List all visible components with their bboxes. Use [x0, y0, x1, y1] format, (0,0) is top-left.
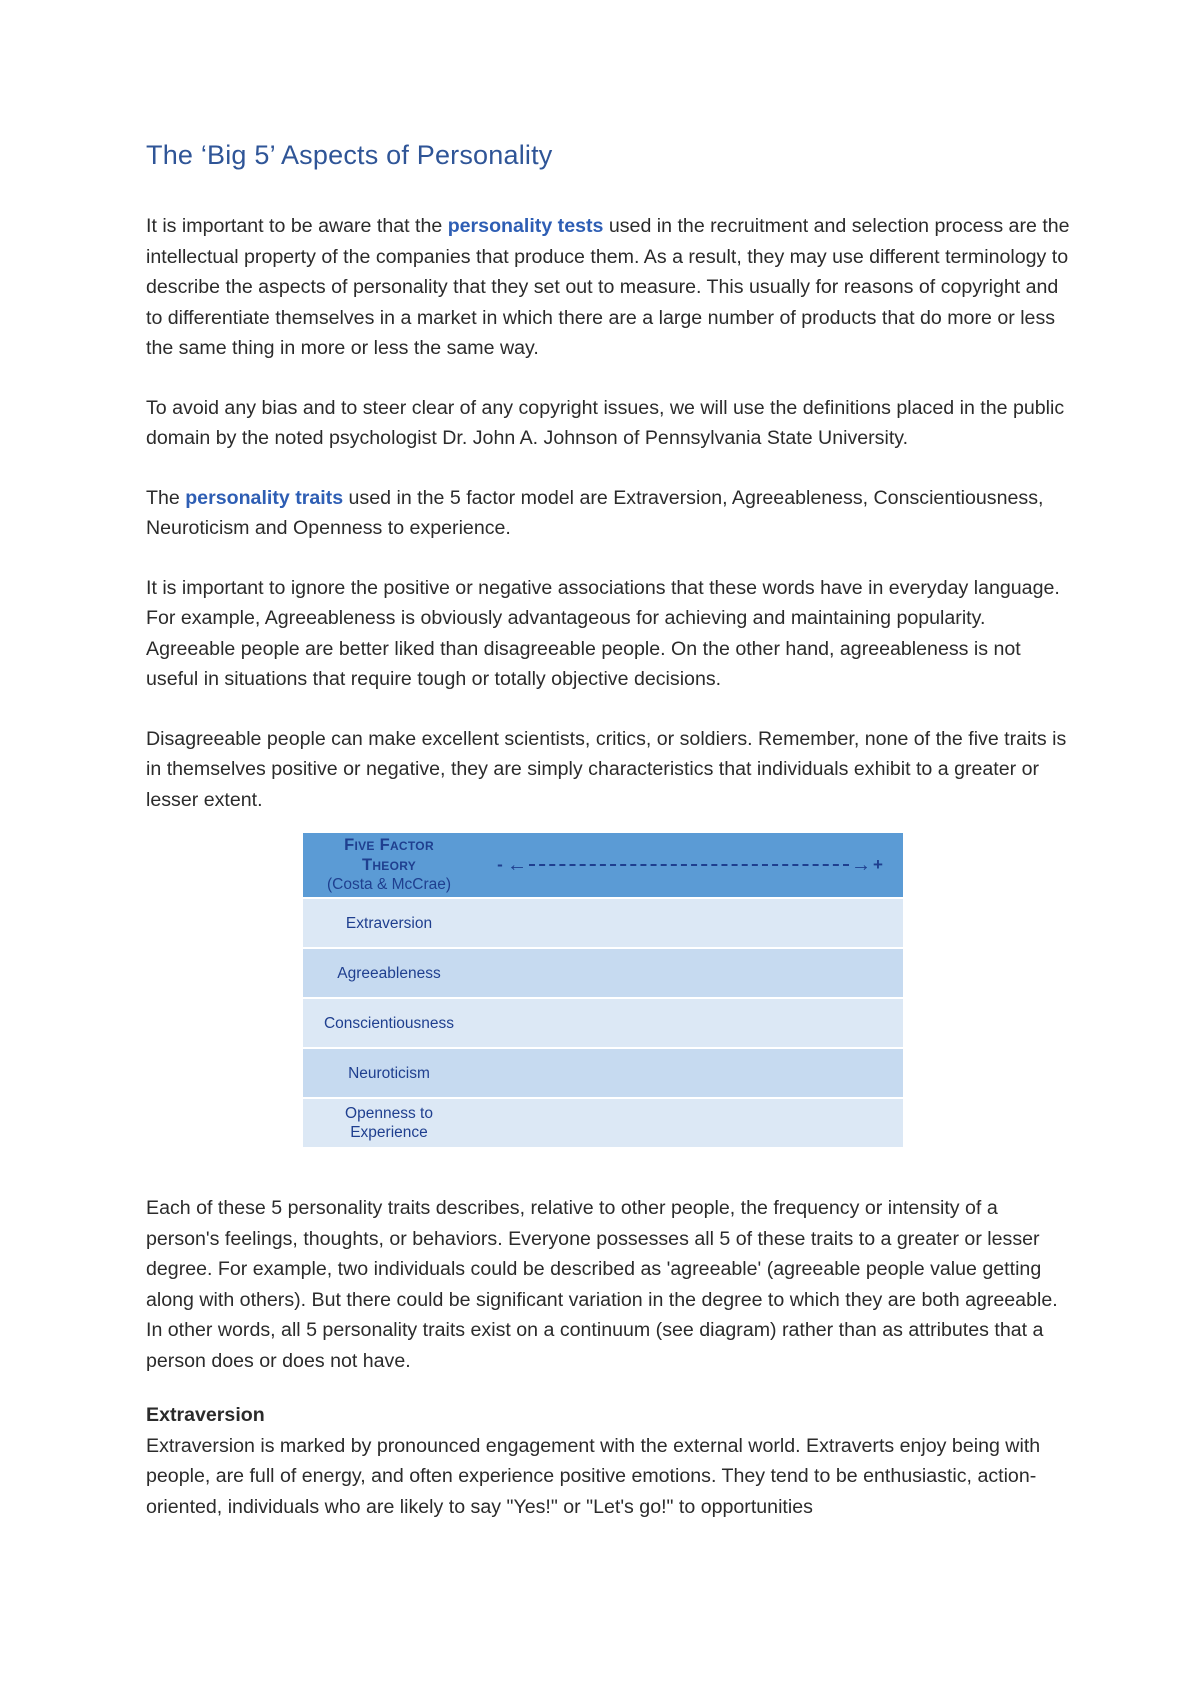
five-factor-header-line2: Theory: [361, 856, 417, 874]
paragraph-associations: It is important to ignore the positive or negative associations that these words have in everyday language. For example, Agreeableness is obviously advantageous for achieving and maintaining popularity. Agreeable people are better liked than disagreeable people. On the other hand, agreeableness is not useful in situations that require tough or totally objective decisions.: [146, 576, 1060, 690]
trait-label: Agreeableness: [337, 964, 441, 982]
trait-label: Conscientiousness: [323, 1014, 455, 1032]
five-factor-header-label: [303, 835, 475, 895]
paragraph-intro-rest: used in the recruitment and selection process are the intellectual property of the companies that produce them. As a result, they may use different terminology to describe the aspects of personality that they set out to measure. This usually for reasons of copyright and to differentiate themselves in a market in which there are a large number of products that do more or less the same thing in more or less the same way.: [146, 215, 1070, 359]
trait-label: Extraversion: [345, 914, 433, 932]
five-factor-header-line1: Five Factor: [344, 836, 434, 854]
paragraph-continuum: Each of these 5 personality traits describes, relative to other people, the frequency or intensity of a person's feelings, thoughts, or behaviors. Everyone possesses all 5 of these traits to a greater or lesser degree. For example, two individuals could be described as 'agreeable' (agreeable people value getting along with others). But there could be significant variation in the degree to which they are both agreeable. In other words, all 5 personality traits exist on a continuum (see diagram) rather than as attributes that a person does or does not have.: [146, 1197, 1058, 1372]
five-factor-header: [303, 833, 903, 899]
extraversion-paragraph: Extraversion is marked by pronounced engagement with the external world. Extraverts enjoy being with people, are full of energy, and often experience positive emotions. They tend to be enthusiastic, action-oriented, individuals who are likely to say "Yes!" or "Let's go!" to opportunities: [146, 1434, 1041, 1518]
scale-plus-sign: +: [873, 855, 883, 874]
paragraph-intro-start: It is important to be aware that the: [146, 215, 448, 237]
paragraph-intro: [146, 211, 1076, 364]
trait-row: [303, 1099, 903, 1149]
five-factor-figure: [303, 833, 903, 1149]
paragraph-traits-start: The: [146, 486, 186, 509]
personality-traits-link[interactable]: personality traits: [185, 486, 344, 509]
trait-row: [303, 1049, 903, 1099]
trait-label: Openness to Experience: [345, 1105, 433, 1141]
five-factor-header-line3: (Costa & McCrae): [326, 876, 452, 893]
trait-row: [303, 999, 903, 1049]
trait-row: [303, 899, 903, 949]
paragraph-traits: [146, 483, 1076, 544]
paragraph-traits-rest: used in the 5 factor model are Extraversion, Agreeableness, Conscientiousness, Neuroticism and Openness to experience.: [146, 486, 1044, 539]
paragraph-disagreeable: Disagreeable people can make excellent scientists, critics, or soldiers. Remember, none of the five traits is in themselves positive or negative, they are simply characteristics that individuals exhibit to a greater or lesser extent.: [146, 727, 1067, 811]
trait-label: Neuroticism: [348, 1064, 430, 1082]
extraversion-heading: Extraversion: [146, 1404, 265, 1426]
continuum-scale: [475, 854, 903, 877]
trait-row: [303, 949, 903, 999]
arrow-left-icon: ←: [507, 853, 527, 876]
paragraph-definitions: To avoid any bias and to steer clear of any copyright issues, we will use the definitions placed in the public domain by the noted psychologist Dr. John A. Johnson of Pennsylvania State University.: [146, 396, 1065, 449]
arrow-right-icon: →: [851, 853, 871, 876]
personality-tests-link[interactable]: personality tests: [447, 215, 604, 237]
scale-minus-sign: -: [497, 855, 503, 874]
document-content: [146, 140, 1076, 1551]
scale-dashed-line: [529, 864, 849, 866]
page-title: The ‘Big 5’ Aspects of Personality: [146, 140, 553, 170]
